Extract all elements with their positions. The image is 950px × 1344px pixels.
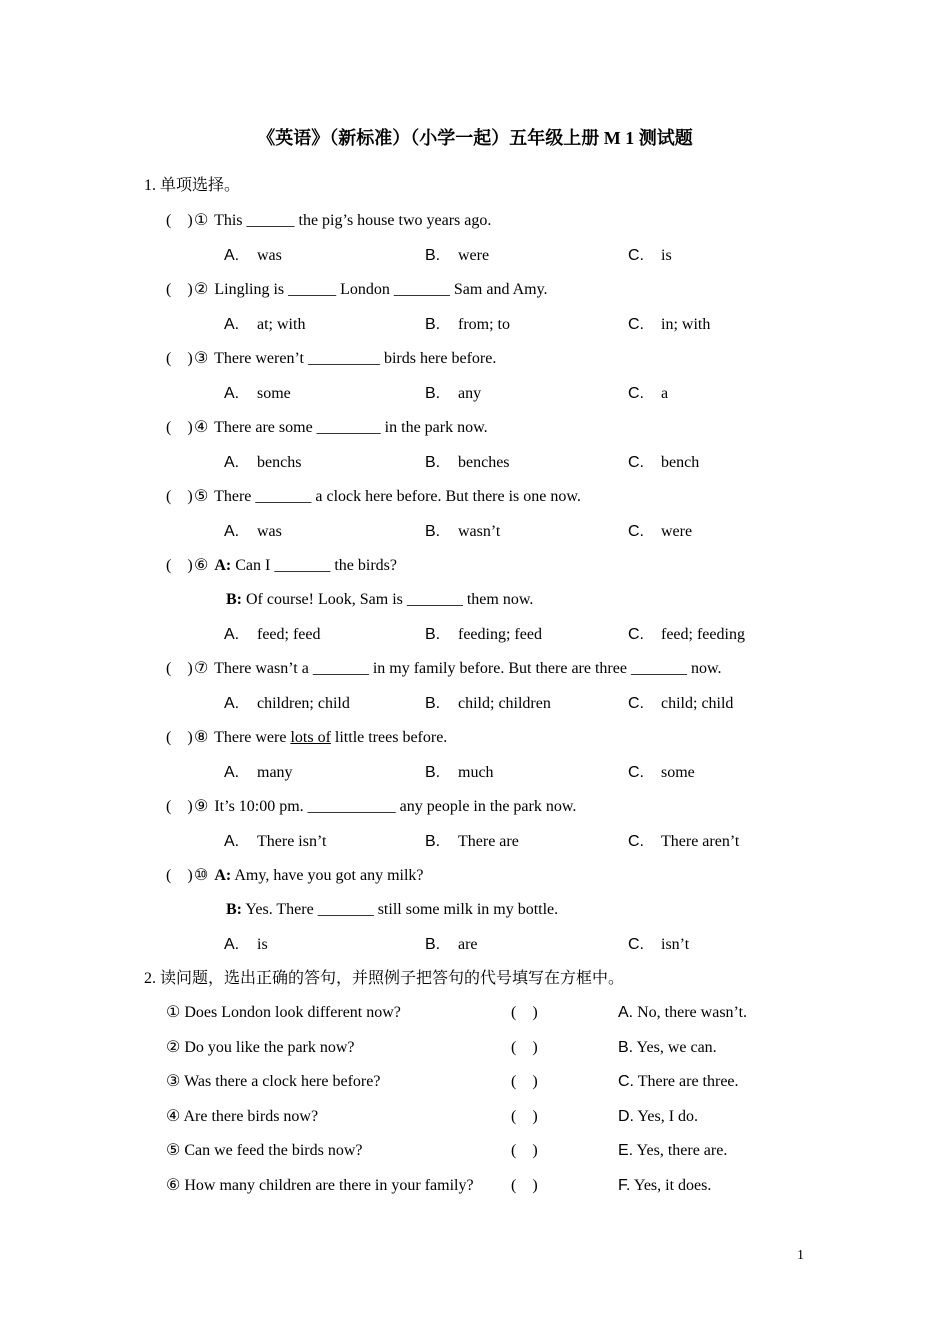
option-c[interactable]: C. in; with: [628, 316, 711, 333]
answer-blank[interactable]: ( ): [166, 281, 193, 298]
option-a[interactable]: A. There isn’t: [224, 833, 327, 850]
question-10: [166, 866, 424, 886]
page-title: 《英语》（新标准）（小学一起）五年级上册 M 1 测试题: [257, 128, 693, 148]
question-7: [166, 659, 721, 679]
answer-blank[interactable]: ( ): [166, 660, 193, 677]
option-a[interactable]: A. was: [224, 247, 282, 264]
section-1-heading: 1. 单项选择。: [144, 177, 241, 194]
option-b[interactable]: B. are: [425, 936, 478, 953]
question-number: ③: [194, 350, 209, 367]
matching-answer-blank[interactable]: ( ): [511, 1039, 538, 1056]
answer-blank[interactable]: ( ): [166, 798, 193, 815]
question-9: [166, 797, 576, 817]
matching-question-2: ② Do you like the park now?: [166, 1039, 355, 1056]
question-text: There are some ________ in the park now.: [214, 419, 488, 436]
option-b[interactable]: B. benches: [425, 454, 510, 471]
question-number: ⑨: [194, 798, 209, 815]
matching-question-5: ⑤ Can we feed the birds now?: [166, 1142, 363, 1159]
option-b[interactable]: B. were: [425, 247, 490, 264]
question-text: Lingling is ______ London _______ Sam and Amy.: [214, 281, 548, 298]
option-a[interactable]: A. was: [224, 523, 282, 540]
option-c[interactable]: C. child; child: [628, 695, 734, 712]
option-b[interactable]: B. wasn’t: [425, 523, 501, 540]
option-b[interactable]: B. There are: [425, 833, 519, 850]
question-text-post: little trees before.: [334, 729, 448, 746]
question-text: This ______ the pig’s house two years ago.: [214, 212, 492, 229]
option-b[interactable]: B. feeding; feed: [425, 626, 542, 643]
option-c[interactable]: C. is: [628, 247, 672, 264]
option-c[interactable]: C. a: [628, 385, 669, 402]
option-a[interactable]: A. is: [224, 936, 268, 953]
question-text: There wasn’t a _______ in my family before. But there are three _______ now.: [214, 660, 722, 677]
matching-answer-blank[interactable]: ( ): [511, 1142, 538, 1159]
option-a[interactable]: A. some: [224, 385, 291, 402]
option-c[interactable]: C. There aren’t: [628, 833, 740, 850]
option-a[interactable]: A. feed; feed: [224, 626, 321, 643]
option-a[interactable]: A. benchs: [224, 454, 302, 471]
question-text-pre: There were: [214, 729, 287, 746]
answer-blank[interactable]: ( ): [166, 867, 193, 884]
speaker-a: A:: [214, 867, 232, 884]
option-a[interactable]: A. children; child: [224, 695, 350, 712]
answer-blank[interactable]: ( ): [166, 419, 193, 436]
speaker-b: B:: [226, 591, 242, 608]
matching-answer-e: E. Yes, there are.: [618, 1142, 728, 1159]
question-number: ⑧: [194, 729, 209, 746]
matching-question-6: ⑥ How many children are there in your family?: [166, 1177, 474, 1194]
option-a[interactable]: A. many: [224, 764, 293, 781]
option-b[interactable]: B. child; children: [425, 695, 551, 712]
matching-answer-blank[interactable]: ( ): [511, 1108, 538, 1125]
matching-answer-blank[interactable]: ( ): [511, 1073, 538, 1090]
page-number: 1: [797, 1248, 804, 1263]
question-8: [166, 728, 447, 748]
option-c[interactable]: C. bench: [628, 454, 700, 471]
option-b[interactable]: B. any: [425, 385, 482, 402]
underlined-phrase: lots of: [290, 729, 331, 746]
option-c[interactable]: C. were: [628, 523, 693, 540]
question-number: ④: [194, 419, 209, 436]
question-6: [166, 556, 397, 576]
question-number: ⑩: [194, 867, 209, 884]
matching-question-1: ① Does London look different now?: [166, 1004, 401, 1021]
matching-question-3: ③ Was there a clock here before?: [166, 1073, 381, 1090]
matching-answer-d: D. Yes, I do.: [618, 1108, 699, 1125]
matching-answer-blank[interactable]: ( ): [511, 1004, 538, 1021]
question-text: Amy, have you got any milk?: [234, 867, 424, 884]
option-b[interactable]: B. from; to: [425, 316, 510, 333]
speaker-a: A:: [214, 557, 232, 574]
option-b[interactable]: B. much: [425, 764, 494, 781]
question-number: ⑦: [194, 660, 209, 677]
answer-blank[interactable]: ( ): [166, 488, 193, 505]
matching-answer-blank[interactable]: ( ): [511, 1177, 538, 1194]
question-1: [166, 211, 491, 231]
option-c[interactable]: C. isn’t: [628, 936, 690, 953]
question-10-reply: [226, 900, 558, 920]
reply-text: Of course! Look, Sam is _______ them now.: [246, 591, 534, 608]
question-5: [166, 487, 581, 507]
matching-answer-f: F. Yes, it does.: [618, 1177, 712, 1194]
section-2-heading: 2. 读问题，选出正确的答句，并照例子把答句的代号填写在方框中。: [144, 970, 625, 987]
reply-text: Yes. There _______ still some milk in my bottle.: [245, 901, 559, 918]
question-3: [166, 349, 496, 369]
answer-blank[interactable]: ( ): [166, 212, 193, 229]
option-a[interactable]: A. at; with: [224, 316, 306, 333]
matching-question-4: ④ Are there birds now?: [166, 1108, 319, 1125]
question-text: It’s 10:00 pm. ___________ any people in the park now.: [214, 798, 577, 815]
answer-blank[interactable]: ( ): [166, 557, 193, 574]
answer-blank[interactable]: ( ): [166, 729, 193, 746]
option-c[interactable]: C. feed; feeding: [628, 626, 745, 643]
question-4: [166, 418, 488, 438]
question-number: ⑥: [194, 557, 209, 574]
question-6-reply: [226, 590, 533, 610]
question-text: There weren’t _________ birds here before.: [214, 350, 497, 367]
option-c[interactable]: C. some: [628, 764, 695, 781]
matching-answer-b: B. Yes, we can.: [618, 1039, 717, 1056]
question-number: ①: [194, 212, 209, 229]
question-text: Can I _______ the birds?: [235, 557, 397, 574]
answer-blank[interactable]: ( ): [166, 350, 193, 367]
speaker-b: B:: [226, 901, 242, 918]
question-number: ⑤: [194, 488, 209, 505]
question-text: There _______ a clock here before. But there is one now.: [214, 488, 581, 505]
matching-answer-c: C. There are three.: [618, 1073, 739, 1090]
matching-answer-a: A. No, there wasn’t.: [618, 1004, 748, 1021]
question-number: ②: [194, 281, 209, 298]
question-2: [166, 280, 548, 300]
